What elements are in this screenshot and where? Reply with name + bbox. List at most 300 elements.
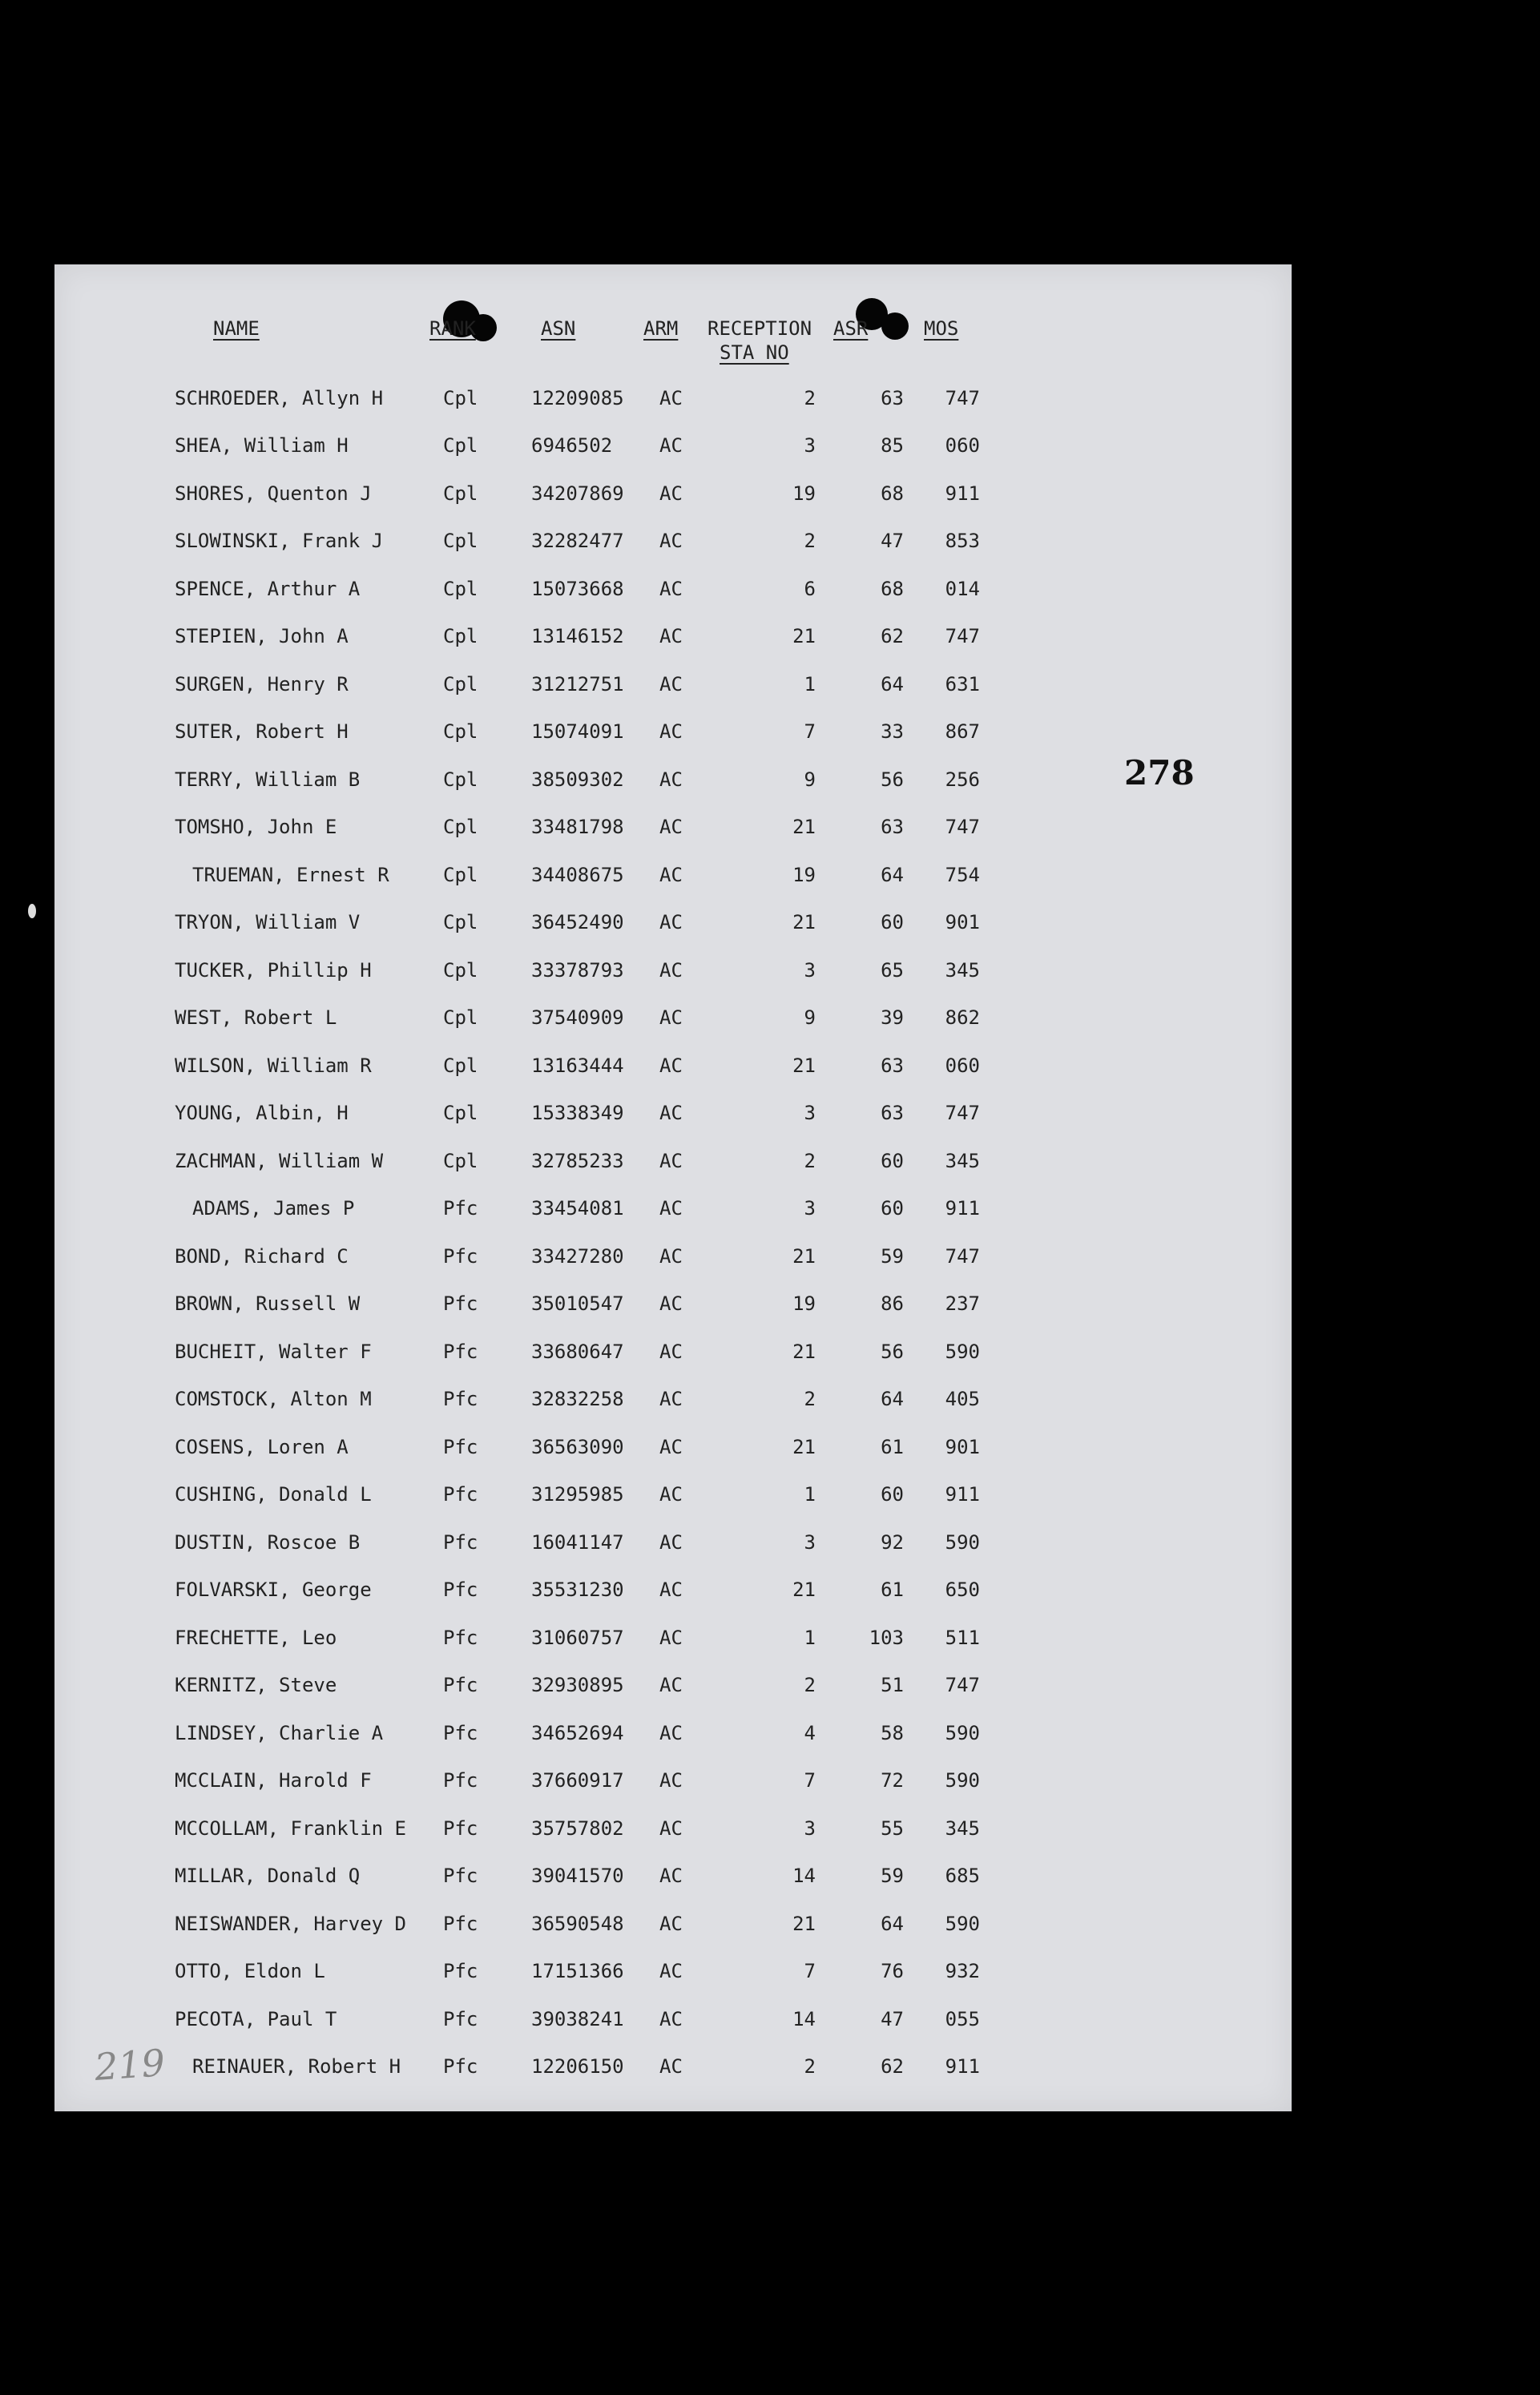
table-row [54,1292,1176,1325]
asn-cell: 35757802 [531,1817,624,1840]
table-row [54,482,1176,514]
rank-cell: Pfc [443,1483,478,1506]
rank-cell: Cpl [443,1006,478,1029]
rank-cell: Cpl [443,1102,478,1124]
sta-cell: 14 [792,2008,816,2030]
sta-cell: 2 [804,1674,816,1696]
table-row [54,1006,1176,1038]
rank-cell: Cpl [443,816,478,838]
sta-cell: 3 [804,1531,816,1554]
sta-cell: 19 [792,1292,816,1315]
header-reception: RECEPTION [708,317,812,340]
asr-cell: 68 [881,578,904,600]
sta-cell: 3 [804,1197,816,1220]
name-cell: SURGEN, Henry R [175,673,349,696]
arm-cell: AC [659,816,683,838]
asr-cell: 103 [869,1627,904,1649]
table-row [54,1054,1176,1087]
sta-cell: 7 [804,720,816,743]
rank-cell: Pfc [443,1960,478,1982]
asr-cell: 60 [881,1483,904,1506]
page-number: 278 [1124,753,1195,792]
arm-cell: AC [659,1913,683,1935]
asr-cell: 39 [881,1006,904,1029]
mos-cell: 862 [945,1006,980,1029]
arm-cell: AC [659,1436,683,1458]
asn-cell: 32785233 [531,1150,624,1172]
table-row [54,530,1176,562]
name-cell: FRECHETTE, Leo [175,1627,337,1649]
rank-cell: Pfc [443,1197,478,1220]
asr-cell: 64 [881,1388,904,1410]
rank-cell: Pfc [443,1817,478,1840]
asr-cell: 65 [881,959,904,982]
mos-cell: 590 [945,1722,980,1744]
rank-cell: Pfc [443,1579,478,1601]
mos-cell: 853 [945,530,980,552]
mos-cell: 590 [945,1913,980,1935]
asr-cell: 47 [881,530,904,552]
rank-cell: Cpl [443,673,478,696]
mos-cell: 932 [945,1960,980,1982]
rank-cell: Cpl [443,959,478,982]
rank-cell: Pfc [443,1674,478,1696]
table-row [54,1817,1176,1849]
sta-cell: 2 [804,2055,816,2078]
arm-cell: AC [659,1006,683,1029]
mos-cell: 911 [945,1197,980,1220]
name-cell: PECOTA, Paul T [175,2008,337,2030]
sta-cell: 21 [792,1245,816,1268]
mos-cell: 014 [945,578,980,600]
sta-cell: 2 [804,1150,816,1172]
sta-cell: 19 [792,864,816,886]
rank-cell: Pfc [443,1245,478,1268]
rank-cell: Cpl [443,434,478,457]
asn-cell: 35010547 [531,1292,624,1315]
mos-cell: 747 [945,1102,980,1124]
asn-cell: 34207869 [531,482,624,505]
sta-cell: 2 [804,387,816,409]
rank-cell: Cpl [443,768,478,791]
table-row [54,1150,1176,1182]
asr-cell: 56 [881,1341,904,1363]
rank-cell: Pfc [443,1865,478,1887]
sta-cell: 2 [804,1388,816,1410]
asr-cell: 64 [881,673,904,696]
asr-cell: 60 [881,1150,904,1172]
asn-cell: 36563090 [531,1436,624,1458]
mos-cell: 060 [945,434,980,457]
table-row [54,864,1176,896]
sta-cell: 3 [804,959,816,982]
sta-cell: 6 [804,578,816,600]
arm-cell: AC [659,1627,683,1649]
table-row [54,2055,1176,2087]
arm-cell: AC [659,911,683,933]
mos-cell: 590 [945,1531,980,1554]
table-row [54,720,1176,752]
sta-cell: 19 [792,482,816,505]
arm-cell: AC [659,1102,683,1124]
arm-cell: AC [659,1245,683,1268]
sta-cell: 21 [792,625,816,647]
name-cell: SCHROEDER, Allyn H [175,387,384,409]
asn-cell: 37660917 [531,1769,624,1792]
asn-cell: 32832258 [531,1388,624,1410]
asn-cell: 34408675 [531,864,624,886]
mos-cell: 405 [945,1388,980,1410]
table-row [54,1913,1176,1945]
arm-cell: AC [659,1722,683,1744]
asn-cell: 15073668 [531,578,624,600]
arm-cell: AC [659,1579,683,1601]
sta-cell: 9 [804,768,816,791]
asr-cell: 60 [881,1197,904,1220]
sta-cell: 21 [792,1913,816,1935]
table-row [54,1865,1176,1897]
name-cell: LINDSEY, Charlie A [175,1722,384,1744]
asn-cell: 37540909 [531,1006,624,1029]
asn-cell: 13163444 [531,1054,624,1077]
mos-cell: 747 [945,1245,980,1268]
header-mos: MOS [924,317,959,340]
asn-cell: 38509302 [531,768,624,791]
table-row [54,1197,1176,1229]
arm-cell: AC [659,1817,683,1840]
asn-cell: 16041147 [531,1531,624,1554]
arm-cell: AC [659,1769,683,1792]
asr-cell: 92 [881,1531,904,1554]
arm-cell: AC [659,625,683,647]
arm-cell: AC [659,2055,683,2078]
name-cell: OTTO, Eldon L [175,1960,325,1982]
mos-cell: 901 [945,911,980,933]
name-cell: WEST, Robert L [175,1006,337,1029]
mos-cell: 345 [945,1817,980,1840]
mos-cell: 867 [945,720,980,743]
rank-cell: Cpl [443,1150,478,1172]
name-cell: TOMSHO, John E [175,816,337,838]
asr-cell: 64 [881,1913,904,1935]
arm-cell: AC [659,530,683,552]
asr-cell: 56 [881,768,904,791]
name-cell: BROWN, Russell W [175,1292,361,1315]
table-row [54,1436,1176,1468]
sta-cell: 21 [792,1341,816,1363]
arm-cell: AC [659,1531,683,1554]
sta-cell: 21 [792,1054,816,1077]
mos-cell: 055 [945,2008,980,2030]
mos-cell: 754 [945,864,980,886]
mos-cell: 631 [945,673,980,696]
table-row [54,1388,1176,1420]
rank-cell: Cpl [443,625,478,647]
table-row [54,1674,1176,1706]
asr-cell: 51 [881,1674,904,1696]
asn-cell: 39038241 [531,2008,624,2030]
table-row [54,1960,1176,1992]
rank-cell: Cpl [443,1054,478,1077]
rank-cell: Pfc [443,1531,478,1554]
rank-cell: Cpl [443,864,478,886]
header-name: NAME [213,317,260,340]
rank-cell: Pfc [443,2008,478,2030]
header-asr: ASR [833,317,869,340]
mos-cell: 911 [945,1483,980,1506]
rank-cell: Pfc [443,2055,478,2078]
name-cell: TERRY, William B [175,768,361,791]
asn-cell: 31060757 [531,1627,624,1649]
name-cell: COMSTOCK, Alton M [175,1388,372,1410]
sta-cell: 7 [804,1769,816,1792]
table-row [54,911,1176,943]
table-row [54,816,1176,848]
name-cell: MCCOLLAM, Franklin E [175,1817,406,1840]
asn-cell: 15074091 [531,720,624,743]
asr-cell: 62 [881,2055,904,2078]
asr-cell: 59 [881,1865,904,1887]
arm-cell: AC [659,768,683,791]
arm-cell: AC [659,1292,683,1315]
sta-cell: 1 [804,1627,816,1649]
name-cell: ZACHMAN, William W [175,1150,384,1172]
rank-cell: Pfc [443,1913,478,1935]
table-row [54,1483,1176,1515]
asn-cell: 36590548 [531,1913,624,1935]
table-row [54,1245,1176,1277]
sta-cell: 21 [792,816,816,838]
header-rank: RANK [429,317,476,340]
name-cell: SUTER, Robert H [175,720,349,743]
table-row [54,1579,1176,1611]
rank-cell: Pfc [443,1722,478,1744]
name-cell: TUCKER, Phillip H [175,959,372,982]
rank-cell: Pfc [443,1627,478,1649]
name-cell: TRYON, William V [175,911,361,933]
asn-cell: 34652694 [531,1722,624,1744]
asr-cell: 61 [881,1579,904,1601]
asn-cell: 13146152 [531,625,624,647]
sta-cell: 4 [804,1722,816,1744]
table-row [54,1531,1176,1563]
table-row [54,768,1176,800]
name-cell: TRUEMAN, Ernest R [192,864,389,886]
name-cell: YOUNG, Albin, H [175,1102,349,1124]
asr-cell: 55 [881,1817,904,1840]
asn-cell: 32282477 [531,530,624,552]
asn-cell: 15338349 [531,1102,624,1124]
arm-cell: AC [659,1341,683,1363]
mos-cell: 650 [945,1579,980,1601]
table-row [54,387,1176,419]
arm-cell: AC [659,1674,683,1696]
asn-cell: 32930895 [531,1674,624,1696]
rank-cell: Pfc [443,1341,478,1363]
table-row [54,1722,1176,1754]
arm-cell: AC [659,387,683,409]
mos-cell: 590 [945,1341,980,1363]
mos-cell: 747 [945,625,980,647]
table-row [54,1341,1176,1373]
sta-cell: 21 [792,1579,816,1601]
sta-cell: 7 [804,1960,816,1982]
asr-cell: 63 [881,387,904,409]
asn-cell: 33378793 [531,959,624,982]
asr-cell: 68 [881,482,904,505]
mos-cell: 911 [945,482,980,505]
rank-cell: Pfc [443,1436,478,1458]
asr-cell: 62 [881,625,904,647]
rank-cell: Cpl [443,911,478,933]
mos-cell: 747 [945,387,980,409]
name-cell: DUSTIN, Roscoe B [175,1531,361,1554]
name-cell: KERNITZ, Steve [175,1674,337,1696]
asn-cell: 31212751 [531,673,624,696]
mos-cell: 685 [945,1865,980,1887]
asn-cell: 33454081 [531,1197,624,1220]
asn-cell: 33680647 [531,1341,624,1363]
arm-cell: AC [659,2008,683,2030]
asn-cell: 12209085 [531,387,624,409]
arm-cell: AC [659,1483,683,1506]
name-cell: BUCHEIT, Walter F [175,1341,372,1363]
arm-cell: AC [659,1388,683,1410]
asr-cell: 63 [881,1054,904,1077]
arm-cell: AC [659,434,683,457]
asn-cell: 12206150 [531,2055,624,2078]
arm-cell: AC [659,482,683,505]
rank-cell: Pfc [443,1292,478,1315]
header-sta-no: STA NO [720,341,789,364]
mos-cell: 345 [945,1150,980,1172]
handwritten-note: 219 [93,2041,167,2089]
sta-cell: 9 [804,1006,816,1029]
arm-cell: AC [659,578,683,600]
mos-cell: 237 [945,1292,980,1315]
film-speck [28,904,36,918]
mos-cell: 747 [945,1674,980,1696]
asn-cell: 33427280 [531,1245,624,1268]
table-row [54,625,1176,657]
rank-cell: Pfc [443,1769,478,1792]
name-cell: ADAMS, James P [192,1197,355,1220]
arm-cell: AC [659,1150,683,1172]
arm-cell: AC [659,959,683,982]
asr-cell: 33 [881,720,904,743]
asr-cell: 58 [881,1722,904,1744]
rank-cell: Pfc [443,1388,478,1410]
sta-cell: 21 [792,1436,816,1458]
asr-cell: 63 [881,1102,904,1124]
sta-cell: 1 [804,1483,816,1506]
name-cell: CUSHING, Donald L [175,1483,372,1506]
table-row [54,434,1176,466]
table-row [54,1769,1176,1801]
mos-cell: 060 [945,1054,980,1077]
arm-cell: AC [659,673,683,696]
rank-cell: Cpl [443,482,478,505]
asr-cell: 60 [881,911,904,933]
asr-cell: 64 [881,864,904,886]
sta-cell: 1 [804,673,816,696]
sta-cell: 21 [792,911,816,933]
arm-cell: AC [659,1865,683,1887]
name-cell: SHORES, Quenton J [175,482,372,505]
table-row [54,1102,1176,1134]
name-cell: FOLVARSKI, George [175,1579,372,1601]
sta-cell: 3 [804,1102,816,1124]
asr-cell: 59 [881,1245,904,1268]
name-cell: WILSON, William R [175,1054,372,1077]
mos-cell: 256 [945,768,980,791]
mos-cell: 511 [945,1627,980,1649]
mos-cell: 911 [945,2055,980,2078]
asr-cell: 61 [881,1436,904,1458]
asr-cell: 76 [881,1960,904,1982]
arm-cell: AC [659,1197,683,1220]
asn-cell: 31295985 [531,1483,624,1506]
rank-cell: Cpl [443,720,478,743]
asr-cell: 86 [881,1292,904,1315]
name-cell: SHEA, William H [175,434,349,457]
rank-cell: Cpl [443,578,478,600]
asn-cell: 35531230 [531,1579,624,1601]
name-cell: COSENS, Loren A [175,1436,349,1458]
sta-cell: 3 [804,1817,816,1840]
asn-cell: 36452490 [531,911,624,933]
rank-cell: Cpl [443,530,478,552]
rank-cell: Cpl [443,387,478,409]
name-cell: REINAUER, Robert H [192,2055,401,2078]
name-cell: STEPIEN, John A [175,625,349,647]
sta-cell: 14 [792,1865,816,1887]
name-cell: BOND, Richard C [175,1245,349,1268]
asn-cell: 39041570 [531,1865,624,1887]
name-cell: SPENCE, Arthur A [175,578,361,600]
asr-cell: 72 [881,1769,904,1792]
asn-cell: 17151366 [531,1960,624,1982]
header-arm: ARM [643,317,679,340]
arm-cell: AC [659,864,683,886]
name-cell: SLOWINSKI, Frank J [175,530,384,552]
table-row [54,1627,1176,1659]
table-row [54,959,1176,991]
sta-cell: 2 [804,530,816,552]
punch-hole [881,312,909,340]
mos-cell: 747 [945,816,980,838]
header-asn: ASN [541,317,576,340]
mos-cell: 901 [945,1436,980,1458]
mos-cell: 345 [945,959,980,982]
name-cell: NEISWANDER, Harvey D [175,1913,406,1935]
mos-cell: 590 [945,1769,980,1792]
table-row [54,578,1176,610]
asn-cell: 6946502 [531,434,613,457]
arm-cell: AC [659,720,683,743]
arm-cell: AC [659,1960,683,1982]
name-cell: MILLAR, Donald Q [175,1865,361,1887]
arm-cell: AC [659,1054,683,1077]
table-row [54,673,1176,705]
name-cell: MCCLAIN, Harold F [175,1769,372,1792]
asn-cell: 33481798 [531,816,624,838]
asr-cell: 85 [881,434,904,457]
asr-cell: 47 [881,2008,904,2030]
table-row [54,2008,1176,2040]
asr-cell: 63 [881,816,904,838]
sta-cell: 3 [804,434,816,457]
